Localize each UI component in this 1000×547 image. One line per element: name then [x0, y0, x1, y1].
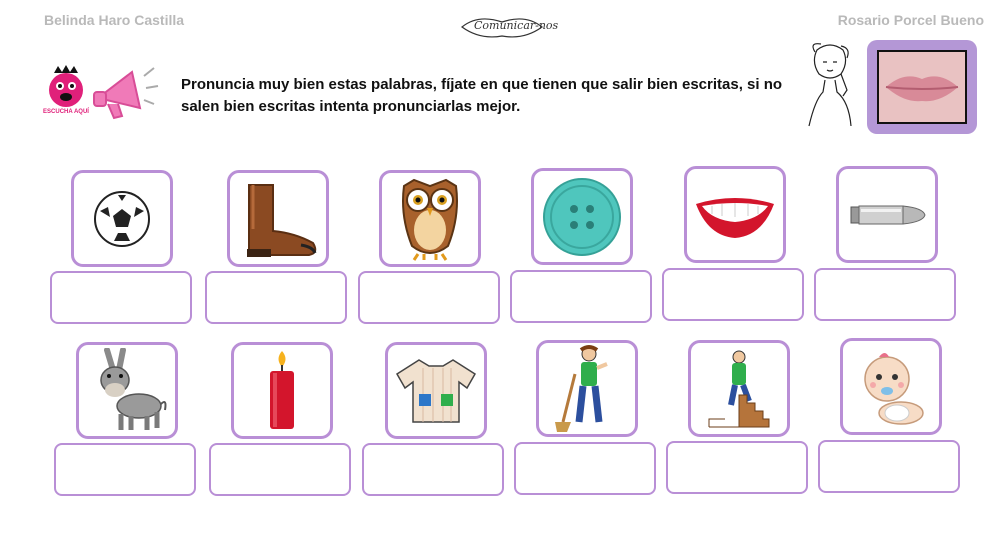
baby-icon [851, 347, 931, 427]
button-icon [541, 176, 623, 258]
listen-face-icon [43, 64, 89, 110]
listen-label: ESCUCHA AQUÍ [43, 109, 89, 115]
picture-card-ball [71, 170, 173, 267]
logo-text: Comunicar-nos [474, 19, 559, 32]
bullet-icon [847, 200, 927, 230]
answer-input-2[interactable] [205, 271, 347, 324]
picture-card-sweeping [536, 340, 638, 437]
owl-icon [398, 176, 462, 262]
picture-card-bullet [836, 166, 938, 263]
answer-input-4[interactable] [510, 270, 652, 323]
candle-icon [262, 349, 302, 433]
listen-badge[interactable] [43, 64, 89, 120]
answer-input-9[interactable] [362, 443, 504, 496]
picture-card-candle [231, 342, 333, 439]
person-outline-icon [805, 40, 855, 130]
lips-photo [877, 50, 967, 124]
author-right: Rosario Porcel Bueno [837, 12, 984, 28]
author-left: Belinda Haro Castilla [44, 12, 185, 28]
donkey-icon [87, 348, 167, 434]
soccer-ball-icon [92, 189, 152, 249]
answer-input-8[interactable] [209, 443, 351, 496]
smock-icon [393, 356, 479, 426]
answer-input-6[interactable] [814, 268, 956, 321]
picture-card-button [531, 168, 633, 265]
face-drawing [805, 40, 855, 130]
lips-photo-frame [867, 40, 977, 134]
picture-card-smock [385, 342, 487, 439]
picture-card-boot [227, 170, 329, 267]
answer-input-11[interactable] [666, 441, 808, 494]
answer-input-7[interactable] [54, 443, 196, 496]
megaphone-icon [92, 58, 160, 122]
picture-card-owl [379, 170, 481, 267]
answer-input-5[interactable] [662, 268, 804, 321]
picture-card-stairs [688, 340, 790, 437]
instructions-text: Pronuncia muy bien estas palabras, fíjate en que tienen que salir bien escritas, si no salen bien escritas intenta pronunciarlas mejor. [181, 76, 783, 115]
answer-input-1[interactable] [50, 271, 192, 324]
logo [458, 12, 559, 42]
picture-card-baby [840, 338, 942, 435]
picture-card-mouth [684, 166, 786, 263]
lips-icon [882, 67, 962, 107]
boy-on-stairs-icon [699, 349, 779, 429]
boot-icon [235, 179, 321, 259]
answer-input-3[interactable] [358, 271, 500, 324]
megaphone-button[interactable] [92, 58, 160, 122]
boy-sweeping-icon [547, 344, 627, 434]
smiling-mouth-icon [692, 190, 778, 240]
answer-input-12[interactable] [818, 440, 960, 493]
picture-card-donkey [76, 342, 178, 439]
answer-input-10[interactable] [514, 442, 656, 495]
